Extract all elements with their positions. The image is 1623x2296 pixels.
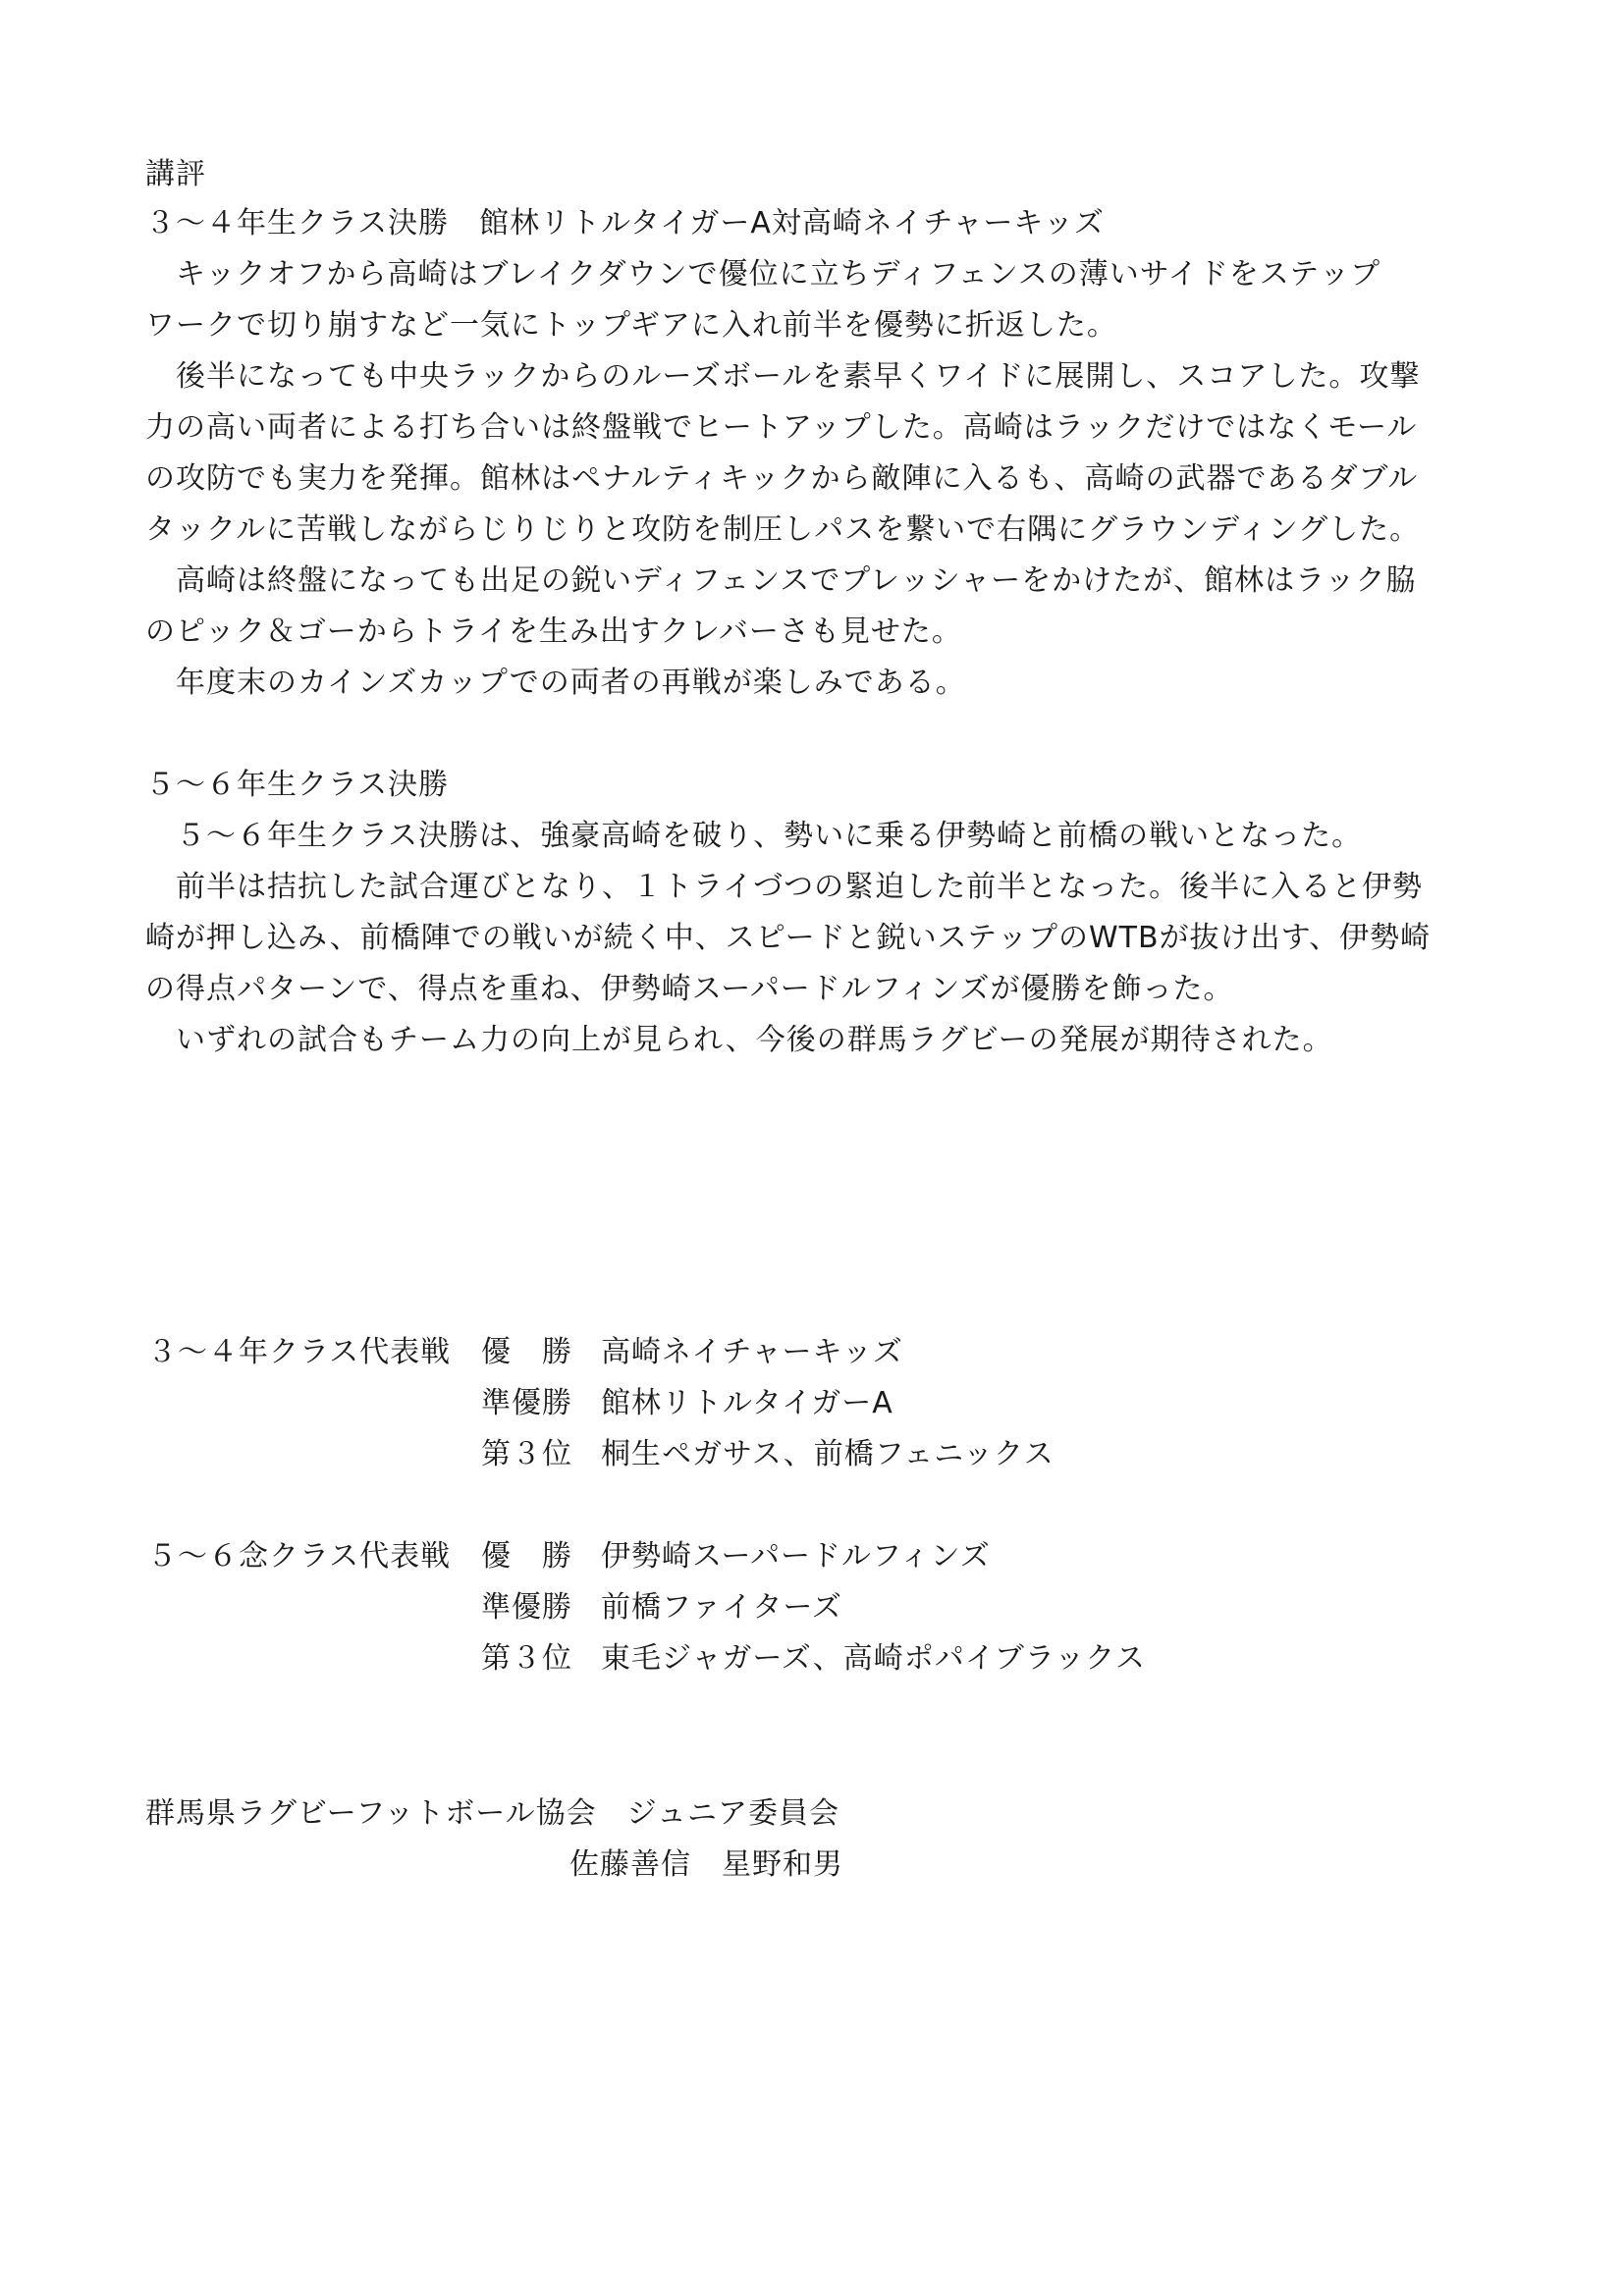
heading: 講評 [145, 157, 206, 191]
results-team: 高崎ネイチャーキッズ [601, 1335, 903, 1369]
section1-line: キックオフから高崎はブレイクダウンで優位に立ちディフェンスの薄いサイドをステップ [145, 257, 1381, 292]
signature-org: 群馬県ラグビーフットボール協会 ジュニア委員会 [145, 1796, 839, 1831]
section1-title: ３～４年生クラス決勝 館林リトルタイガーA対高崎ネイチャーキッズ [145, 206, 1105, 240]
section1-line: 力の高い両者による打ち合いは終盤戦でヒートアップした。高崎はラックだけではなくモール [145, 410, 1418, 445]
section1-line: の攻防でも実力を発揮。館林はペナルティキックから敵陣に入るも、高崎の武器であるダブル [145, 461, 1419, 496]
section1-line: 高崎は終盤になっても出足の鋭いディフェンスでプレッシャーをかけたが、館林はラック脇 [145, 563, 1417, 598]
results-team: 桐生ペガサス、前橋フェニックス [601, 1437, 1055, 1471]
results-rank: 第３位 [481, 1437, 572, 1471]
signature-names: 佐藤善信 星野和男 [569, 1847, 843, 1882]
results-team: 伊勢崎スーパードルフィンズ [601, 1539, 991, 1574]
section2-line: 前半は拮抗した試合運びとなり、１トライづつの緊迫した前半となった。後半に入ると伊勢 [145, 870, 1424, 904]
section1-line: 後半になっても中央ラックからのルーズボールを素早くワイドに展開し、スコアした。攻撃 [145, 359, 1421, 394]
results-class-label: ３～４年クラス代表戦 [147, 1335, 452, 1369]
section2-line: いずれの試合もチーム力の向上が見られ、今後の群馬ラグビーの発展が期待された。 [145, 1023, 1333, 1057]
results-rank: 準優勝 [481, 1386, 572, 1420]
section1-line: 年度末のカインズカップでの両者の再戦が楽しみである。 [145, 666, 966, 700]
section1-line: ワークで切り崩すなど一気にトップギアに入れ前半を優勢に折返した。 [145, 308, 1117, 343]
section2-line: ５～６年生クラス決勝は、強豪高崎を破り、勢いに乗る伊勢崎と前橋の戦いとなった。 [145, 819, 1363, 853]
section2-line: 崎が押し込み、前橋陣での戦いが続く中、スピードと鋭いステップのWTBが抜け出す、伊勢崎 [145, 921, 1432, 955]
results-class-label: ５～６念クラス代表戦 [147, 1539, 452, 1574]
results-rank: 優 勝 [481, 1335, 572, 1369]
results-rank: 第３位 [481, 1641, 572, 1676]
section2-line: の得点パターンで、得点を重ね、伊勢崎スーパードルフィンズが優勝を飾った。 [145, 972, 1234, 1006]
section1-line: のピック＆ゴーからトライを生み出すクレバーさも見せた。 [145, 614, 962, 649]
section1-line: タックルに苦戦しながらじりじりと攻防を制圧しパスを繋いで右隅にグラウンディングした。 [145, 512, 1421, 547]
results-team: 館林リトルタイガーA [601, 1386, 893, 1420]
results-rank: 優 勝 [481, 1539, 572, 1574]
section2-title: ５～６年生クラス決勝 [145, 768, 450, 802]
results-team: 東毛ジャガーズ、高崎ポパイブラックス [601, 1641, 1146, 1676]
results-rank: 準優勝 [481, 1590, 572, 1625]
results-team: 前橋ファイターズ [601, 1590, 842, 1625]
